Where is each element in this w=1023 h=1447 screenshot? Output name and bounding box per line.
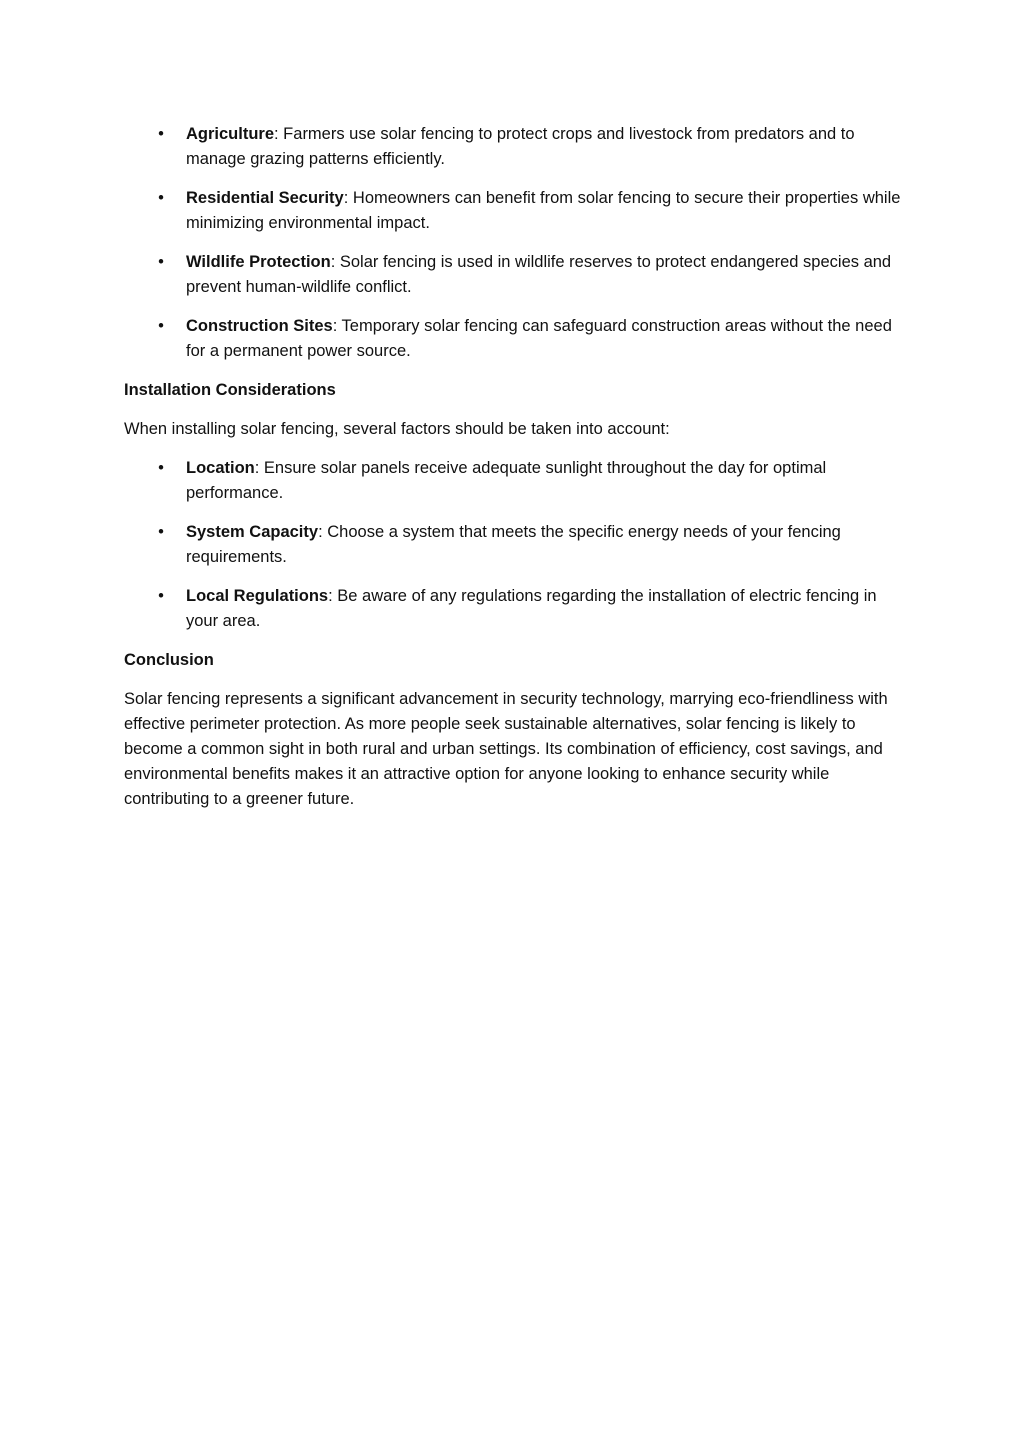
bullet-icon: • xyxy=(158,317,164,335)
list-item xyxy=(124,186,904,236)
bullet-icon: • xyxy=(158,253,164,271)
conclusion-heading: Conclusion xyxy=(124,651,214,669)
bullet-icon: • xyxy=(158,587,164,605)
list-item xyxy=(124,122,904,172)
document-page xyxy=(124,122,904,826)
item-text: : Be aware of any regulations regarding the installation of electric fencing in your area. xyxy=(186,587,877,630)
list-item xyxy=(124,584,904,634)
item-term: Wildlife Protection xyxy=(186,253,331,271)
item-term: Agriculture xyxy=(186,125,275,143)
installation-heading: Installation Considerations xyxy=(124,381,336,399)
item-text: : Choose a system that meets the specific energy needs of your fencing requirements. xyxy=(186,523,841,566)
bullet-icon: • xyxy=(158,459,164,477)
item-text: : Temporary solar fencing can safeguard construction areas without the need for a permanent power source. xyxy=(186,317,892,360)
installation-intro: When installing solar fencing, several factors should be taken into account: xyxy=(124,420,670,438)
item-term: Location xyxy=(186,459,255,477)
list-item xyxy=(124,456,904,506)
list-item xyxy=(124,520,904,570)
item-term: Residential Security xyxy=(186,189,344,207)
item-term: Construction Sites xyxy=(186,317,333,335)
applications-list xyxy=(124,122,904,364)
item-text: : Farmers use solar fencing to protect crops and livestock from predators and to manage grazing patterns efficiently. xyxy=(186,125,855,168)
item-text: : Solar fencing is used in wildlife reserves to protect endangered species and prevent human-wildlife conflict. xyxy=(186,253,892,296)
item-term: Local Regulations xyxy=(186,587,329,605)
item-text: : Homeowners can benefit from solar fencing to secure their properties while minimizing environmental impact. xyxy=(186,189,901,232)
bullet-icon: • xyxy=(158,189,164,207)
installation-list xyxy=(124,456,904,634)
conclusion-text: Solar fencing represents a significant advancement in security technology, marrying eco-friendliness with effective perimeter protection. As more people seek sustainable alternatives, solar fencing is likely to become a common sight in both rural and urban settings. Its combination of efficiency, cost savings, and environmental benefits makes it an attractive option for anyone looking to enhance security while contributing to a greener future. xyxy=(124,690,888,808)
list-item xyxy=(124,314,904,364)
bullet-icon: • xyxy=(158,523,164,541)
item-text: : Ensure solar panels receive adequate sunlight throughout the day for optimal performance. xyxy=(186,459,827,502)
item-term: System Capacity xyxy=(186,523,319,541)
list-item xyxy=(124,250,904,300)
bullet-icon: • xyxy=(158,125,164,143)
